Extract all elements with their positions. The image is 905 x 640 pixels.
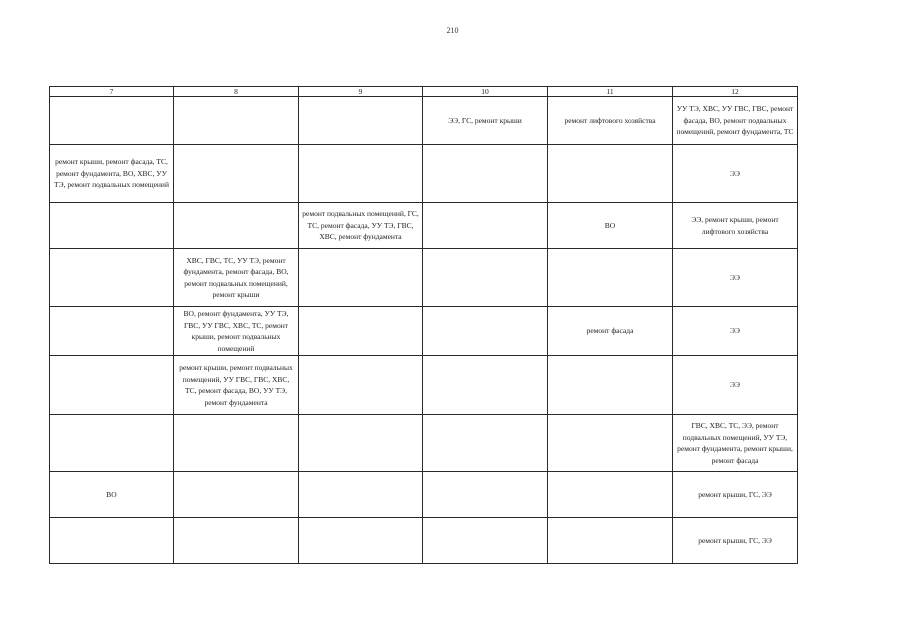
table-cell: ремонт фасада bbox=[548, 307, 673, 356]
table-cell bbox=[299, 356, 423, 415]
table-row bbox=[50, 518, 798, 564]
table-cell bbox=[299, 518, 423, 564]
table-cell bbox=[50, 356, 174, 415]
table-cell bbox=[50, 307, 174, 356]
table-cell: ЭЭ bbox=[673, 145, 798, 203]
table-cell bbox=[548, 145, 673, 203]
table-cell bbox=[299, 249, 423, 307]
table-row bbox=[50, 472, 798, 518]
table-cell bbox=[423, 518, 548, 564]
table-cell bbox=[299, 307, 423, 356]
table-cell bbox=[548, 518, 673, 564]
table-cell: ГВС, ХВС, ТС, ЭЭ, ремонт подвальных помещений, УУ ТЭ, ремонт фундамента, ремонт крыши, ремонт фасада bbox=[673, 415, 798, 472]
table-row bbox=[50, 307, 798, 356]
table-cell bbox=[548, 249, 673, 307]
column-header-9: 9 bbox=[299, 87, 423, 97]
table-cell bbox=[174, 472, 299, 518]
table-cell: ЭЭ, ГС, ремонт крыши bbox=[423, 97, 548, 145]
table-cell: УУ ТЭ, ХВС, УУ ГВС, ГВС, ремонт фасада, ВО, ремонт подвальных помещений, ремонт фундамента, ТС bbox=[673, 97, 798, 145]
table-cell bbox=[299, 145, 423, 203]
column-header-12: 12 bbox=[673, 87, 798, 97]
table-cell bbox=[548, 415, 673, 472]
data-table bbox=[49, 86, 798, 564]
table-cell: ремонт крыши, ремонт фасада, ТС, ремонт фундамента, ВО, ХВС, УУ ТЭ, ремонт подвальных помещений bbox=[50, 145, 174, 203]
table-cell bbox=[423, 356, 548, 415]
table-row bbox=[50, 356, 798, 415]
table-cell bbox=[50, 518, 174, 564]
table-cell: ремонт лифтового хозяйства bbox=[548, 97, 673, 145]
table-cell bbox=[50, 249, 174, 307]
table-cell bbox=[50, 97, 174, 145]
table-cell bbox=[423, 249, 548, 307]
column-header-7: 7 bbox=[50, 87, 174, 97]
table-cell: ЭЭ bbox=[673, 249, 798, 307]
table-cell: ЭЭ, ремонт крыши, ремонт лифтового хозяйства bbox=[673, 203, 798, 249]
table-cell: ремонт крыши, ГС, ЭЭ bbox=[673, 472, 798, 518]
table-cell: ЭЭ bbox=[673, 356, 798, 415]
table-row bbox=[50, 145, 798, 203]
table-cell bbox=[548, 356, 673, 415]
table-cell bbox=[423, 415, 548, 472]
table-cell: ХВС, ГВС, ТС, УУ ТЭ, ремонт фундамента, ремонт фасада, ВО, ремонт подвальных помещений, ремонт крыши bbox=[174, 249, 299, 307]
table-cell bbox=[423, 145, 548, 203]
table-cell: ВО bbox=[548, 203, 673, 249]
table-row bbox=[50, 249, 798, 307]
table-cell: ремонт подвальных помещений, ГС, ТС, ремонт фасада, УУ ТЭ, ГВС, ХВС, ремонт фундамента bbox=[299, 203, 423, 249]
column-header-8: 8 bbox=[174, 87, 299, 97]
table-cell bbox=[299, 97, 423, 145]
table-cell bbox=[299, 415, 423, 472]
table-cell bbox=[50, 203, 174, 249]
table-cell bbox=[299, 472, 423, 518]
page-number: 210 bbox=[446, 26, 459, 35]
table-cell bbox=[423, 203, 548, 249]
table-cell bbox=[174, 518, 299, 564]
table-row bbox=[50, 415, 798, 472]
column-header-11: 11 bbox=[548, 87, 673, 97]
table-cell: ВО bbox=[50, 472, 174, 518]
table-cell bbox=[174, 415, 299, 472]
table-cell bbox=[548, 472, 673, 518]
table-cell bbox=[174, 97, 299, 145]
header-row bbox=[50, 87, 798, 97]
table-cell bbox=[423, 472, 548, 518]
table-row bbox=[50, 97, 798, 145]
table-cell: ЭЭ bbox=[673, 307, 798, 356]
table-cell bbox=[174, 145, 299, 203]
table-cell bbox=[50, 415, 174, 472]
table-cell: ремонт крыши, ремонт подвальных помещений, УУ ГВС, ГВС, ХВС, ТС, ремонт фасада, ВО, УУ ТЭ, ремонт фундамента bbox=[174, 356, 299, 415]
table-cell bbox=[174, 203, 299, 249]
column-header-10: 10 bbox=[423, 87, 548, 97]
table-row bbox=[50, 203, 798, 249]
table-cell: ремонт крыши, ГС, ЭЭ bbox=[673, 518, 798, 564]
table-cell: ВО, ремонт фундамента, УУ ТЭ, ГВС, УУ ГВС, ХВС, ТС, ремонт крыши, ремонт подвальных помещений bbox=[174, 307, 299, 356]
table-cell bbox=[423, 307, 548, 356]
